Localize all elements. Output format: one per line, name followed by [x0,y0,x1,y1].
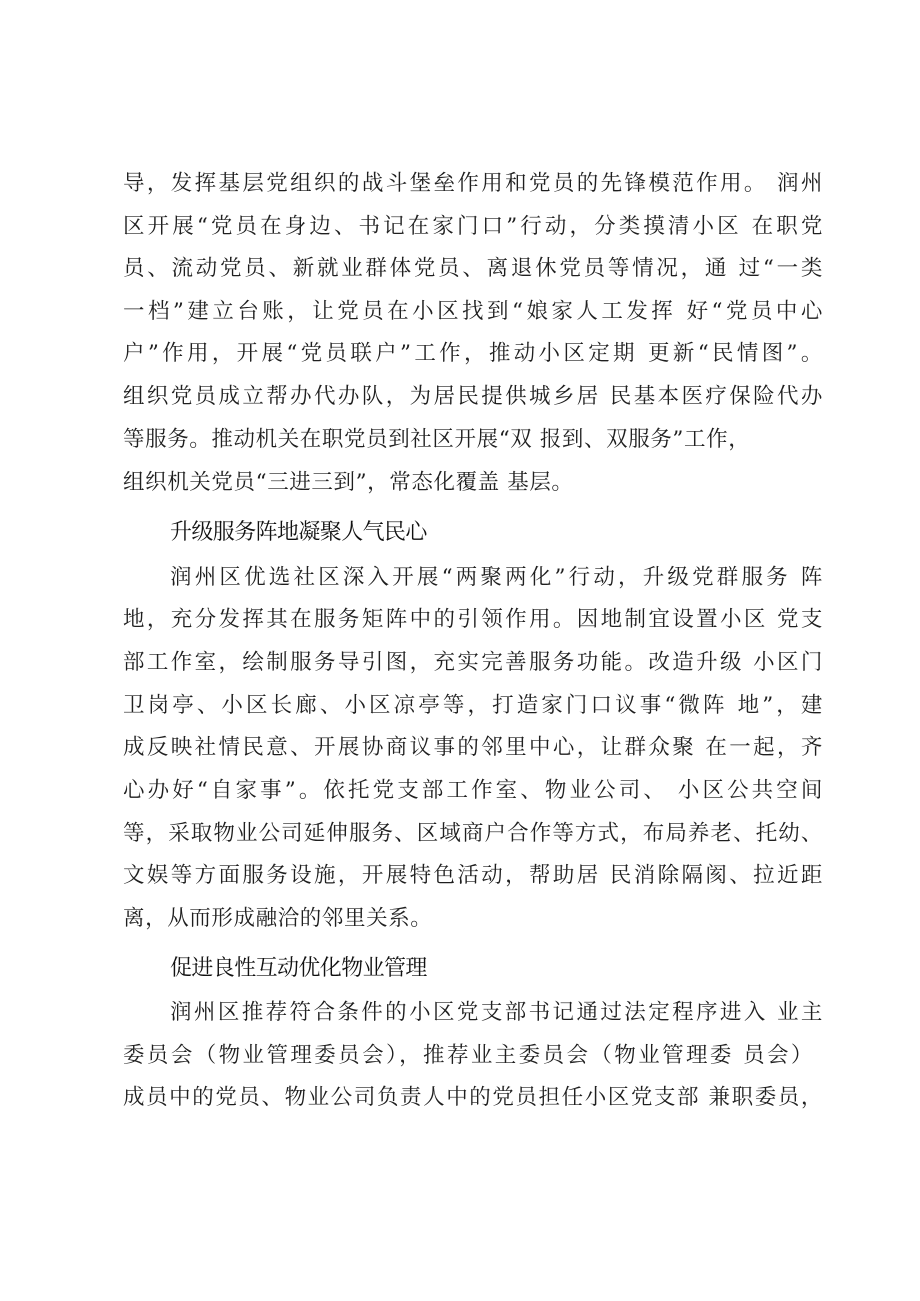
paragraph-line: 成员中的党员、物业公司负责人中的党员担任小区党支部 兼职委员， [123,1085,823,1110]
paragraph-line: 文娱等方面服务设施，开展特色活动，帮助居 民消除隔阂、拉近距 [123,863,823,888]
paragraph-line: 成反映社情民意、开展协商议事的邻里中心，让群众聚 在一起，齐 [123,735,823,760]
paragraph-line: 地，充分发挥其在服务矩阵中的引领作用。因地制宜设置小区 党支 [123,607,823,632]
section-heading: 促进良性互动优化物业管理 [170,956,427,981]
paragraph-line: 润州区优选社区深入开展“两聚两化”行动，升级党群服务 阵 [170,565,823,590]
paragraph-line: 户”作用，开展“党员联户”工作，推动小区定期 更新“民情图”。 [123,341,823,366]
paragraph-line: 组织党员成立帮办代办队，为居民提供城乡居 民基本医疗保险代办 [123,384,823,409]
paragraph-line: 员、流动党员、新就业群体党员、离退休党员等情况，通 过“一类 [123,256,823,281]
paragraph-line: 导，发挥基层党组织的战斗堡垒作用和党员的先锋模范作用。 润州 [123,171,823,196]
paragraph-line: 润州区推荐符合条件的小区党支部书记通过法定程序进入 业主 [170,1000,823,1025]
paragraph-line: 等，采取物业公司延伸服务、区域商户合作等方式，布局养老、托幼、 [123,821,823,846]
paragraph-line: 卫岗亭、小区长廊、小区凉亭等，打造家门口议事“微阵 地”，建 [123,693,823,718]
paragraph-line: 心办好“自家事”。依托党支部工作室、物业公司、 小区公共空间 [123,778,823,803]
paragraph-line: 离，从而形成融洽的邻里关系。 [123,906,433,931]
paragraph-line: 部工作室，绘制服务导引图，充实完善服务功能。改造升级 小区门 [123,650,823,675]
section-heading: 升级服务阵地凝聚人气民心 [170,520,427,545]
paragraph-line: 等服务。推动机关在职党员到社区开展“双 报到、双服务”工作， [123,427,751,452]
paragraph-line: 一档”建立台账，让党员在小区找到“娘家人工发挥 好“党员中心 [123,299,823,324]
paragraph-line: 区开展“党员在身边、书记在家门口”行动，分类摸清小区 在职党 [123,214,823,239]
paragraph-line: 委员会（物业管理委员会），推荐业主委员会（物业管理委 员会） [123,1043,813,1068]
paragraph-line: 组织机关党员“三进三到”，常态化覆盖 基层。 [123,470,574,495]
